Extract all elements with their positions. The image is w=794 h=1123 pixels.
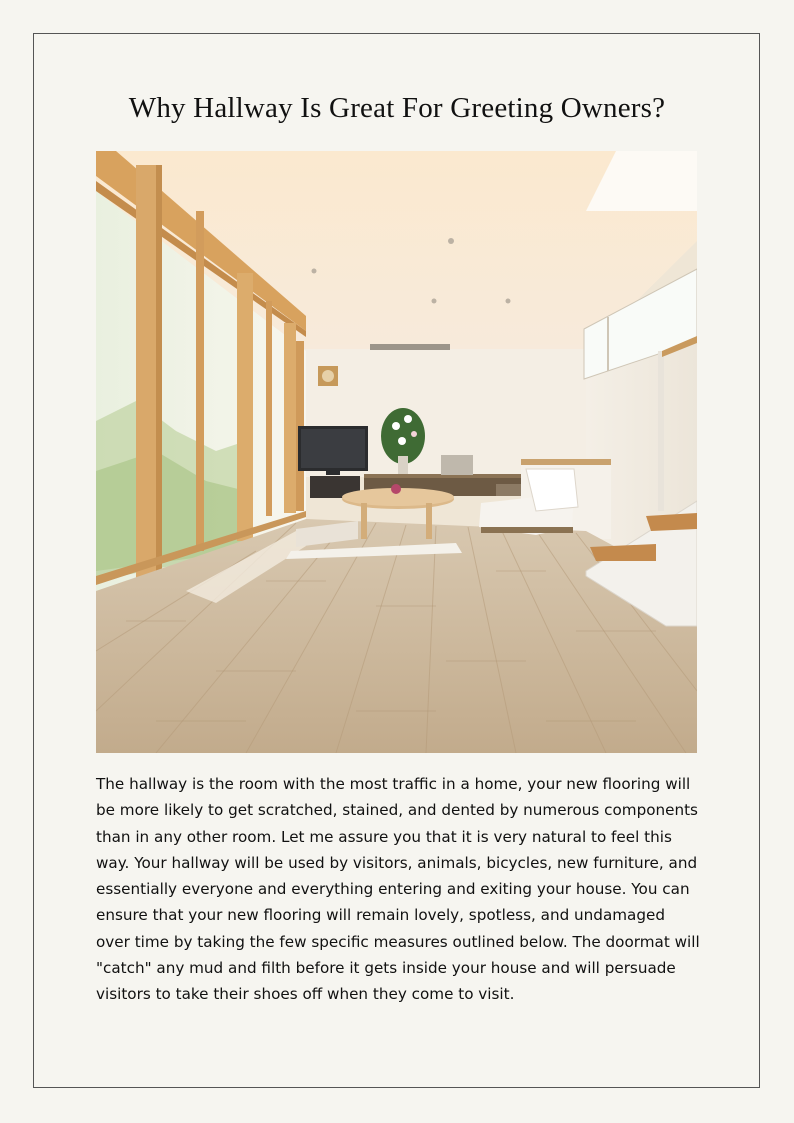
body-paragraph: The hallway is the room with the most traffic in a home, your new flooring will be more likely to get scratched, stained, and dented by numerous components than in any other room. Let me assure you that it is very natural to feel this way. Your hallway will be used by visitors, animals, bicycles, new furniture, and essentially everyone and everything entering and exiting your house. You can ensure that your new flooring will remain lovely, spotless, and undamaged over time by taking the few specific measures outlined below. The doormat will "catch" any mud and filth before it gets inside your house and will persuade visitors to take their shoes off when they come to visit. xyxy=(96,775,700,1004)
page-title: Why Hallway Is Great For Greeting Owners? xyxy=(128,92,666,124)
hallway-photo xyxy=(96,151,697,753)
